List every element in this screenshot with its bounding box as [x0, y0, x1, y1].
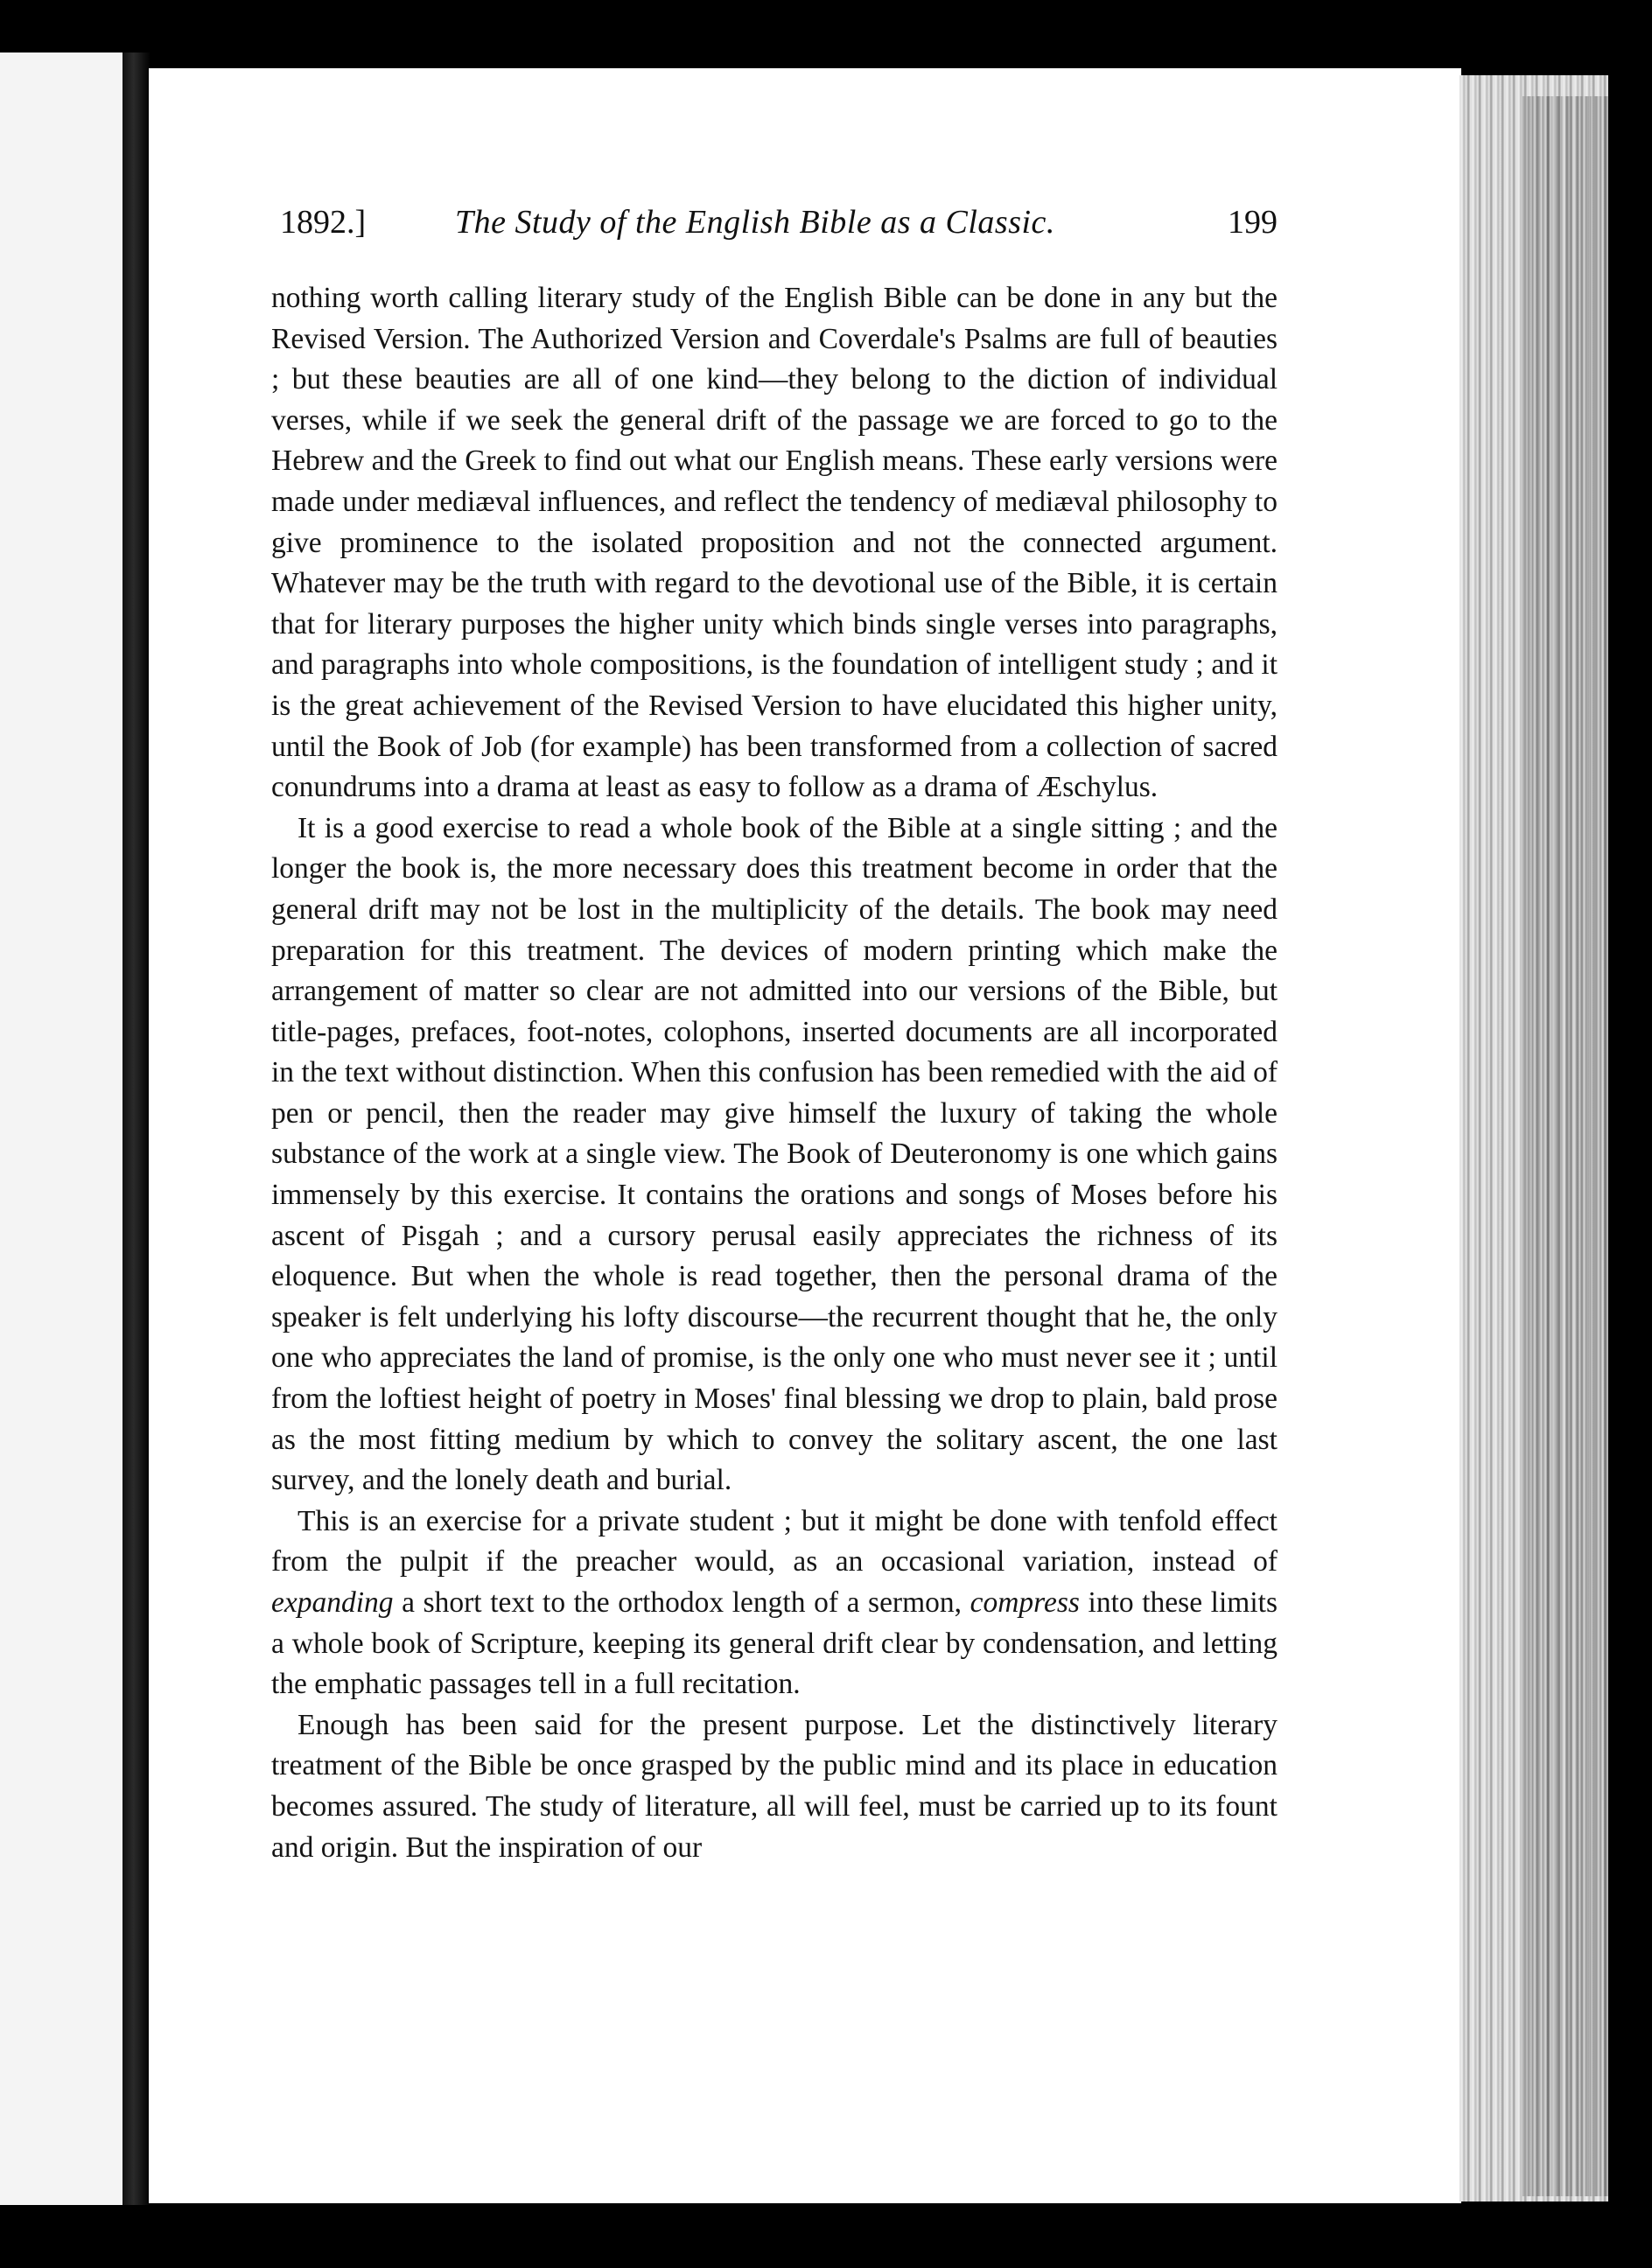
paragraph-pulpit — [271, 1502, 1278, 1705]
left-page-edge — [0, 52, 122, 2214]
paragraph-pulpit-text-1: This is an exercise for a private student ; but it might be done with tenfold effect from the pulpit if the preacher would, as an occasional variation, instead of — [271, 1504, 1278, 1578]
running-head-title: The Study of the English Bible as a Classic. — [455, 204, 1055, 241]
paragraph-pulpit-text-3: into these limits a whole book of Scripture, keeping its general drift clear by condensation, and letting the emphatic passages tell in a full recitation. — [271, 1586, 1278, 1701]
paragraph-continuation: nothing worth calling literary study of the English Bible can be done in any but the Revised Version. The Authorized Version and Coverdale's Psalms are full of beauties ; but these beauties are all of one kind—they belong to the diction of individual verses, while if we seek the general drift of the passage we are forced to go to the Hebrew and the Greek to find out what our English means. These early versions were made under mediæval influences, and reflect the tendency of mediæval philosophy to give prominence to the isolated proposition and not the connected argument. Whatever may be the truth with regard to the devotional use of the Bible, it is certain that for literary purposes the higher unity which binds single verses into paragraphs, and paragraphs into whole compositions, is the foundation of intelligent study ; and it is the great achievement of the Revised Version to have elucidated this higher unity, until the Book of Job (for example) has been transformed from a collection of sacred conundrums into a drama at least as easy to follow as a drama of Æschylus. — [271, 282, 1278, 804]
page-stack-shading — [1522, 96, 1610, 2196]
paragraph-conclusion: Enough has been said for the present purpose. Let the distinctively literary treatment of the Bible be once grasped by the public mind and its place in education becomes assured. The study of literature, all will feel, must be carried up to its fount and origin. But the inspiration of our — [271, 1708, 1278, 1864]
paragraph-reading-exercise: It is a good exercise to read a whole book of the Bible at a single sitting ; and the longer the book is, the more necessary does this treatment become in order that the general drift may not be lost in the multiplicity of the details. The book may need preparation for this treatment. The devices of modern printing which make the arrangement of matter so clear are not admitted into our versions of the Bible, but title-pages, prefaces, foot-notes, colophons, inserted documents are all incorporated in the text without distinction. When this confusion has been remedied with the aid of pen or pencil, then the reader may give himself the luxury of taking the whole substance of the work at a single view. The Book of Deuteronomy is one which gains immensely by this exercise. It contains the orations and songs of Moses before his ascent of Pisgah ; and a cursory perusal easily appreciates the richness of its eloquence. But when the whole is read together, then the personal drama of the speaker is felt underlying his lofty discourse—the recurrent thought that he, the only one who appreciates the land of promise, is the only one who must never see it ; until from the loftiest height of poetry in Moses' final blessing we drop to plain, bald prose as the most fitting medium by which to convey the solitary ascent, the one last survey, and the lonely death and burial. — [271, 811, 1278, 1497]
running-head-year: 1892.] — [280, 204, 367, 241]
running-head — [280, 203, 1278, 247]
emphasis-expanding: expanding — [271, 1586, 394, 1619]
paragraph-pulpit-text-2: a short text to the orthodox length of a sermon, — [393, 1586, 970, 1619]
scan-border-top — [0, 0, 1652, 61]
page-number: 199 — [1228, 204, 1278, 241]
scan-border-bottom — [0, 2205, 1652, 2268]
book-gutter — [122, 52, 150, 2214]
emphasis-compress: compress — [970, 1586, 1080, 1619]
body-text — [271, 278, 1278, 1868]
